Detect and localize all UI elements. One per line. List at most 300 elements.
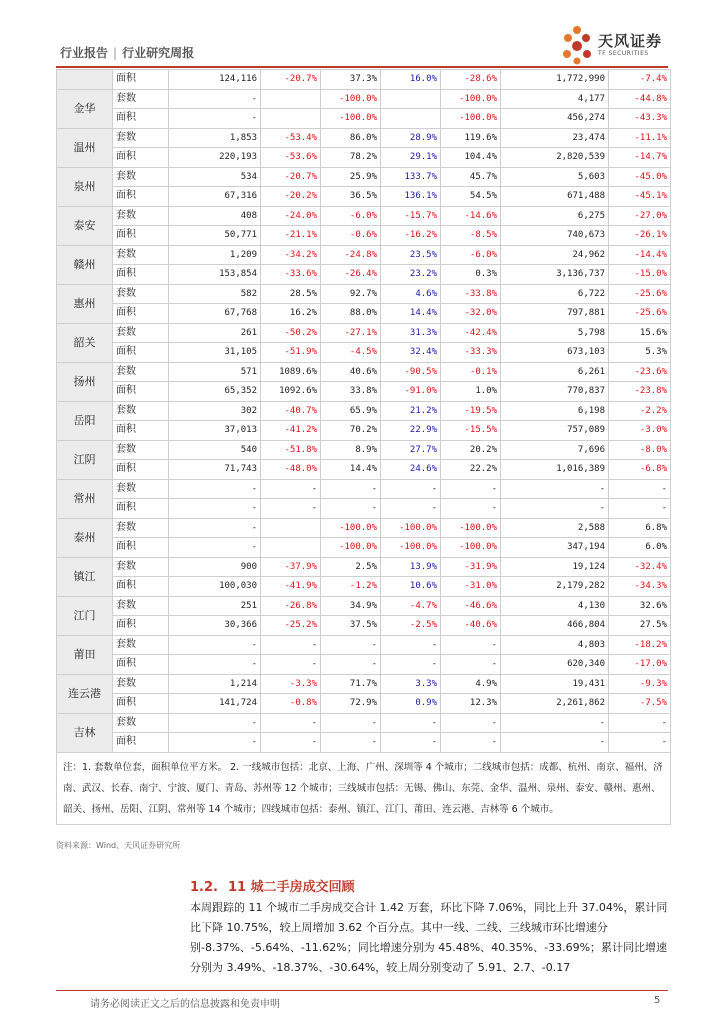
- value-cell: -20.7%: [261, 167, 321, 187]
- value-cell: -23.8%: [609, 382, 671, 402]
- value-cell: 25.9%: [321, 167, 381, 187]
- value-cell: 32.6%: [609, 596, 671, 616]
- value-cell: -: [321, 733, 381, 753]
- value-cell: -: [321, 713, 381, 733]
- value-cell: 34.9%: [321, 596, 381, 616]
- metric-cell: 面积: [113, 421, 169, 441]
- value-cell: -: [169, 733, 261, 753]
- value-cell: 54.5%: [441, 187, 501, 207]
- value-cell: 29.1%: [381, 148, 441, 168]
- value-cell: 92.7%: [321, 284, 381, 304]
- value-cell: 5,798: [501, 323, 609, 343]
- metric-cell: 套数: [113, 362, 169, 382]
- value-cell: -24.0%: [261, 206, 321, 226]
- value-cell: 153,854: [169, 265, 261, 285]
- value-cell: 6.8%: [609, 518, 671, 538]
- city-name-cell: [57, 70, 113, 90]
- value-cell: -100.0%: [441, 538, 501, 558]
- value-cell: -3.0%: [609, 421, 671, 441]
- value-cell: 72.9%: [321, 694, 381, 714]
- value-cell: -: [321, 499, 381, 519]
- metric-cell: 套数: [113, 323, 169, 343]
- value-cell: 1.0%: [441, 382, 501, 402]
- table-row: [57, 265, 671, 285]
- value-cell: -33.6%: [261, 265, 321, 285]
- value-cell: -28.6%: [441, 70, 501, 90]
- value-cell: -: [501, 479, 609, 499]
- metric-cell: 套数: [113, 635, 169, 655]
- table-row: [57, 460, 671, 480]
- value-cell: 1,209: [169, 245, 261, 265]
- breadcrumb: [60, 44, 194, 61]
- value-cell: 4,130: [501, 596, 609, 616]
- value-cell: -8.5%: [441, 226, 501, 246]
- value-cell: 10.6%: [381, 577, 441, 597]
- value-cell: -: [169, 635, 261, 655]
- page-number: 5: [654, 995, 661, 1006]
- metric-cell: 面积: [113, 226, 169, 246]
- value-cell: -14.7%: [609, 148, 671, 168]
- value-cell: 3,136,737: [501, 265, 609, 285]
- value-cell: 14.4%: [381, 304, 441, 324]
- metric-cell: 面积: [113, 304, 169, 324]
- value-cell: -: [321, 479, 381, 499]
- metric-cell: 面积: [113, 343, 169, 363]
- value-cell: -: [261, 733, 321, 753]
- value-cell: 5,603: [501, 167, 609, 187]
- value-cell: -15.5%: [441, 421, 501, 441]
- metric-cell: 套数: [113, 596, 169, 616]
- table-row: [57, 323, 671, 343]
- value-cell: -2.5%: [381, 616, 441, 636]
- value-cell: -: [169, 655, 261, 675]
- value-cell: 408: [169, 206, 261, 226]
- footer-disclaimer: 请务必阅读正文之后的信息披露和免责申明: [90, 999, 280, 1010]
- value-cell: -: [381, 635, 441, 655]
- value-cell: -6.8%: [609, 460, 671, 480]
- value-cell: 40.6%: [321, 362, 381, 382]
- value-cell: 88.0%: [321, 304, 381, 324]
- value-cell: -: [501, 713, 609, 733]
- value-cell: 1,772,990: [501, 70, 609, 90]
- value-cell: 22.9%: [381, 421, 441, 441]
- value-cell: -100.0%: [441, 518, 501, 538]
- value-cell: 71,743: [169, 460, 261, 480]
- value-cell: -: [261, 499, 321, 519]
- value-cell: -: [169, 538, 261, 558]
- value-cell: -31.9%: [441, 557, 501, 577]
- metric-cell: 面积: [113, 187, 169, 207]
- value-cell: -: [441, 479, 501, 499]
- value-cell: -: [261, 655, 321, 675]
- metric-cell: 套数: [113, 245, 169, 265]
- city-name-cell: 赣州: [57, 245, 113, 284]
- value-cell: 24,962: [501, 245, 609, 265]
- value-cell: -0.6%: [321, 226, 381, 246]
- report-category: 行业报告: [60, 46, 109, 60]
- table-row: [57, 616, 671, 636]
- value-cell: -53.4%: [261, 128, 321, 148]
- source-note: 资料来源：Wind、天风证券研究所: [56, 841, 181, 850]
- table-row: [57, 167, 671, 187]
- value-cell: -18.2%: [609, 635, 671, 655]
- value-cell: 37,013: [169, 421, 261, 441]
- value-cell: -31.0%: [441, 577, 501, 597]
- value-cell: -25.6%: [609, 284, 671, 304]
- value-cell: 4.6%: [381, 284, 441, 304]
- value-cell: 30,366: [169, 616, 261, 636]
- value-cell: -: [169, 109, 261, 129]
- city-name-cell: 韶关: [57, 323, 113, 362]
- value-cell: 23,474: [501, 128, 609, 148]
- value-cell: -: [169, 499, 261, 519]
- value-cell: 620,340: [501, 655, 609, 675]
- metric-cell: 面积: [113, 460, 169, 480]
- value-cell: -: [381, 655, 441, 675]
- metric-cell: 套数: [113, 206, 169, 226]
- value-cell: 0.9%: [381, 694, 441, 714]
- table-row: [57, 538, 671, 558]
- value-cell: -26.4%: [321, 265, 381, 285]
- value-cell: -17.0%: [609, 655, 671, 675]
- city-name-cell: 泉州: [57, 167, 113, 206]
- value-cell: -34.2%: [261, 245, 321, 265]
- metric-cell: 面积: [113, 499, 169, 519]
- value-cell: -: [261, 713, 321, 733]
- value-cell: -34.3%: [609, 577, 671, 597]
- value-cell: -: [261, 635, 321, 655]
- table-row: [57, 304, 671, 324]
- table-row: [57, 577, 671, 597]
- value-cell: -: [441, 635, 501, 655]
- value-cell: 124,116: [169, 70, 261, 90]
- value-cell: -: [169, 713, 261, 733]
- value-cell: 45.7%: [441, 167, 501, 187]
- value-cell: -40.6%: [441, 616, 501, 636]
- value-cell: 3.3%: [381, 674, 441, 694]
- city-name-cell: 吉林: [57, 713, 113, 752]
- table-row: [57, 635, 671, 655]
- page-header: [56, 32, 668, 66]
- value-cell: 251: [169, 596, 261, 616]
- value-cell: 19,431: [501, 674, 609, 694]
- table-row: [57, 128, 671, 148]
- transaction-table-container: [56, 69, 670, 825]
- value-cell: -26.8%: [261, 596, 321, 616]
- value-cell: 6,261: [501, 362, 609, 382]
- value-cell: 347,194: [501, 538, 609, 558]
- value-cell: 757,089: [501, 421, 609, 441]
- value-cell: -45.1%: [609, 187, 671, 207]
- value-cell: 6.0%: [609, 538, 671, 558]
- metric-cell: 面积: [113, 148, 169, 168]
- value-cell: -23.6%: [609, 362, 671, 382]
- value-cell: 20.2%: [441, 440, 501, 460]
- value-cell: -: [321, 635, 381, 655]
- table-row: [57, 421, 671, 441]
- value-cell: -3.3%: [261, 674, 321, 694]
- value-cell: 6,722: [501, 284, 609, 304]
- value-cell: 141,724: [169, 694, 261, 714]
- metric-cell: 套数: [113, 518, 169, 538]
- value-cell: -20.2%: [261, 187, 321, 207]
- metric-cell: 面积: [113, 265, 169, 285]
- value-cell: 133.7%: [381, 167, 441, 187]
- value-cell: -: [169, 89, 261, 109]
- value-cell: -32.4%: [609, 557, 671, 577]
- value-cell: 70.2%: [321, 421, 381, 441]
- metric-cell: 面积: [113, 538, 169, 558]
- section-paragraph: 本周跟踪的 11 个城市二手房成交合计 1.42 万套，环比下降 7.06%，同比上升 37.04%，累计同比下降 10.75%，较上周增加 3.62 个百分点。其中一线、二线、三线城市环比增速分别-8.37%、-5.64%、-11.62%；同比增速分别为 45.48%、40.35%、-33.69%；累计同比增速分别为 3.49%、-18.37%、-30.64%，较上周分别变动了 5.91、2.7、-0.17: [190, 901, 668, 974]
- table-body: [57, 70, 671, 825]
- value-cell: 104.4%: [441, 148, 501, 168]
- value-cell: -37.9%: [261, 557, 321, 577]
- value-cell: 1089.6%: [261, 362, 321, 382]
- value-cell: 78.2%: [321, 148, 381, 168]
- value-cell: -: [609, 713, 671, 733]
- table-row: [57, 226, 671, 246]
- value-cell: -27.0%: [609, 206, 671, 226]
- value-cell: 67,316: [169, 187, 261, 207]
- value-cell: -45.0%: [609, 167, 671, 187]
- value-cell: -7.5%: [609, 694, 671, 714]
- value-cell: 36.5%: [321, 187, 381, 207]
- value-cell: 21.2%: [381, 401, 441, 421]
- section-heading: [190, 876, 355, 895]
- table-row: [57, 694, 671, 714]
- metric-cell: 套数: [113, 674, 169, 694]
- table-row: [57, 518, 671, 538]
- table-row: [57, 674, 671, 694]
- value-cell: -7.4%: [609, 70, 671, 90]
- value-cell: -100.0%: [321, 89, 381, 109]
- section-title: 11 城二手房成交回顾: [227, 880, 355, 895]
- value-cell: 7,696: [501, 440, 609, 460]
- value-cell: 1,214: [169, 674, 261, 694]
- metric-cell: 套数: [113, 167, 169, 187]
- value-cell: -: [169, 518, 261, 538]
- metric-cell: 套数: [113, 401, 169, 421]
- table-row: [57, 440, 671, 460]
- table-row: [57, 206, 671, 226]
- value-cell: 534: [169, 167, 261, 187]
- value-cell: 582: [169, 284, 261, 304]
- value-cell: 2,261,862: [501, 694, 609, 714]
- table-row: [57, 655, 671, 675]
- table-row: [57, 109, 671, 129]
- city-name-cell: 惠州: [57, 284, 113, 323]
- value-cell: 0.3%: [441, 265, 501, 285]
- value-cell: -: [609, 479, 671, 499]
- value-cell: 4.9%: [441, 674, 501, 694]
- value-cell: -: [321, 655, 381, 675]
- table-row: [57, 401, 671, 421]
- value-cell: -44.8%: [609, 89, 671, 109]
- value-cell: 671,488: [501, 187, 609, 207]
- value-cell: -0.8%: [261, 694, 321, 714]
- value-cell: -100.0%: [321, 518, 381, 538]
- value-cell: -8.0%: [609, 440, 671, 460]
- value-cell: [261, 518, 321, 538]
- table-row: [57, 557, 671, 577]
- table-row: [57, 187, 671, 207]
- value-cell: 65,352: [169, 382, 261, 402]
- metric-cell: 面积: [113, 382, 169, 402]
- city-name-cell: 金华: [57, 89, 113, 128]
- table-row: [57, 148, 671, 168]
- value-cell: 4,177: [501, 89, 609, 109]
- value-cell: 33.8%: [321, 382, 381, 402]
- value-cell: -: [381, 479, 441, 499]
- value-cell: 302: [169, 401, 261, 421]
- value-cell: -: [501, 733, 609, 753]
- value-cell: -24.8%: [321, 245, 381, 265]
- metric-cell: 套数: [113, 89, 169, 109]
- value-cell: -33.8%: [441, 284, 501, 304]
- value-cell: 100,030: [169, 577, 261, 597]
- value-cell: -21.1%: [261, 226, 321, 246]
- metric-cell: 套数: [113, 713, 169, 733]
- value-cell: 23.2%: [381, 265, 441, 285]
- metric-cell: 套数: [113, 128, 169, 148]
- value-cell: [261, 109, 321, 129]
- value-cell: [261, 89, 321, 109]
- metric-cell: 套数: [113, 284, 169, 304]
- company-logo: [558, 24, 668, 66]
- value-cell: 6,198: [501, 401, 609, 421]
- value-cell: 1,853: [169, 128, 261, 148]
- metric-cell: 面积: [113, 616, 169, 636]
- value-cell: -48.0%: [261, 460, 321, 480]
- value-cell: -19.5%: [441, 401, 501, 421]
- table-row: [57, 284, 671, 304]
- logo-mark-icon: [558, 24, 596, 66]
- value-cell: -42.4%: [441, 323, 501, 343]
- value-cell: 27.5%: [609, 616, 671, 636]
- value-cell: 15.6%: [609, 323, 671, 343]
- value-cell: 50,771: [169, 226, 261, 246]
- value-cell: 2.5%: [321, 557, 381, 577]
- value-cell: 86.0%: [321, 128, 381, 148]
- city-name-cell: 莆田: [57, 635, 113, 674]
- value-cell: 16.2%: [261, 304, 321, 324]
- value-cell: 1092.6%: [261, 382, 321, 402]
- value-cell: -41.2%: [261, 421, 321, 441]
- value-cell: -100.0%: [441, 89, 501, 109]
- value-cell: -: [261, 479, 321, 499]
- table-note: 注：1. 套数单位套，面积单位平方米。 2. 一线城市包括：北京、上海、广州、深圳等 4 个城市；二线城市包括：成都、杭州、南京、福州、济南、武汉、长春、南宁、宁波、厦门、青岛、苏州等 12 个城市；三线城市包括：无锡、佛山、东莞、金华、温州、泉州、泰安、赣州、惠州、韶关、扬州、岳阳、江阴、常州等 14 个城市；四线城市包括：泰州、镇江、江门、莆田、连云港、吉林等 6 个城市。: [57, 752, 671, 824]
- value-cell: -51.9%: [261, 343, 321, 363]
- value-cell: -51.8%: [261, 440, 321, 460]
- header-divider: [56, 66, 668, 68]
- section-number: 1.2.: [190, 880, 218, 895]
- table-row: [57, 733, 671, 753]
- value-cell: 261: [169, 323, 261, 343]
- metric-cell: 面积: [113, 577, 169, 597]
- value-cell: -6.0%: [441, 245, 501, 265]
- value-cell: [381, 89, 441, 109]
- value-cell: 31,105: [169, 343, 261, 363]
- value-cell: -: [441, 733, 501, 753]
- value-cell: -100.0%: [321, 109, 381, 129]
- value-cell: 4,803: [501, 635, 609, 655]
- value-cell: -4.5%: [321, 343, 381, 363]
- value-cell: -33.3%: [441, 343, 501, 363]
- table-row: [57, 245, 671, 265]
- value-cell: 19,124: [501, 557, 609, 577]
- value-cell: -27.1%: [321, 323, 381, 343]
- value-cell: 456,274: [501, 109, 609, 129]
- metric-cell: 面积: [113, 733, 169, 753]
- breadcrumb-separator: |: [113, 46, 118, 60]
- value-cell: 220,193: [169, 148, 261, 168]
- transaction-table: [56, 69, 671, 825]
- value-cell: 71.7%: [321, 674, 381, 694]
- value-cell: 119.6%: [441, 128, 501, 148]
- value-cell: -: [609, 499, 671, 519]
- value-cell: 32.4%: [381, 343, 441, 363]
- table-row: [57, 362, 671, 382]
- table-row: [57, 343, 671, 363]
- value-cell: -100.0%: [381, 518, 441, 538]
- value-cell: 24.6%: [381, 460, 441, 480]
- city-name-cell: 常州: [57, 479, 113, 518]
- city-name-cell: 江阴: [57, 440, 113, 479]
- table-note-row: [57, 752, 671, 824]
- logo-name-en: TF SECURITIES: [598, 50, 649, 57]
- footer-divider: [56, 990, 668, 991]
- value-cell: -11.1%: [609, 128, 671, 148]
- value-cell: -9.3%: [609, 674, 671, 694]
- value-cell: -: [441, 655, 501, 675]
- value-cell: -100.0%: [321, 538, 381, 558]
- report-subcategory: 行业研究周报: [122, 46, 195, 60]
- metric-cell: 套数: [113, 479, 169, 499]
- metric-cell: 面积: [113, 109, 169, 129]
- value-cell: -20.7%: [261, 70, 321, 90]
- value-cell: 23.5%: [381, 245, 441, 265]
- value-cell: -16.2%: [381, 226, 441, 246]
- value-cell: -15.7%: [381, 206, 441, 226]
- city-name-cell: 连云港: [57, 674, 113, 713]
- value-cell: -26.1%: [609, 226, 671, 246]
- value-cell: -: [609, 733, 671, 753]
- city-name-cell: 扬州: [57, 362, 113, 401]
- table-row: [57, 499, 671, 519]
- value-cell: -: [501, 499, 609, 519]
- table-row: [57, 70, 671, 90]
- value-cell: 136.1%: [381, 187, 441, 207]
- value-cell: -90.5%: [381, 362, 441, 382]
- value-cell: -41.9%: [261, 577, 321, 597]
- value-cell: -: [381, 499, 441, 519]
- city-name-cell: 温州: [57, 128, 113, 167]
- value-cell: 770,837: [501, 382, 609, 402]
- city-name-cell: 泰安: [57, 206, 113, 245]
- value-cell: 2,588: [501, 518, 609, 538]
- value-cell: 22.2%: [441, 460, 501, 480]
- value-cell: -46.6%: [441, 596, 501, 616]
- value-cell: -91.0%: [381, 382, 441, 402]
- city-name-cell: 江门: [57, 596, 113, 635]
- value-cell: -40.7%: [261, 401, 321, 421]
- value-cell: 673,103: [501, 343, 609, 363]
- value-cell: 540: [169, 440, 261, 460]
- value-cell: 571: [169, 362, 261, 382]
- metric-cell: 套数: [113, 440, 169, 460]
- value-cell: 28.5%: [261, 284, 321, 304]
- value-cell: -15.0%: [609, 265, 671, 285]
